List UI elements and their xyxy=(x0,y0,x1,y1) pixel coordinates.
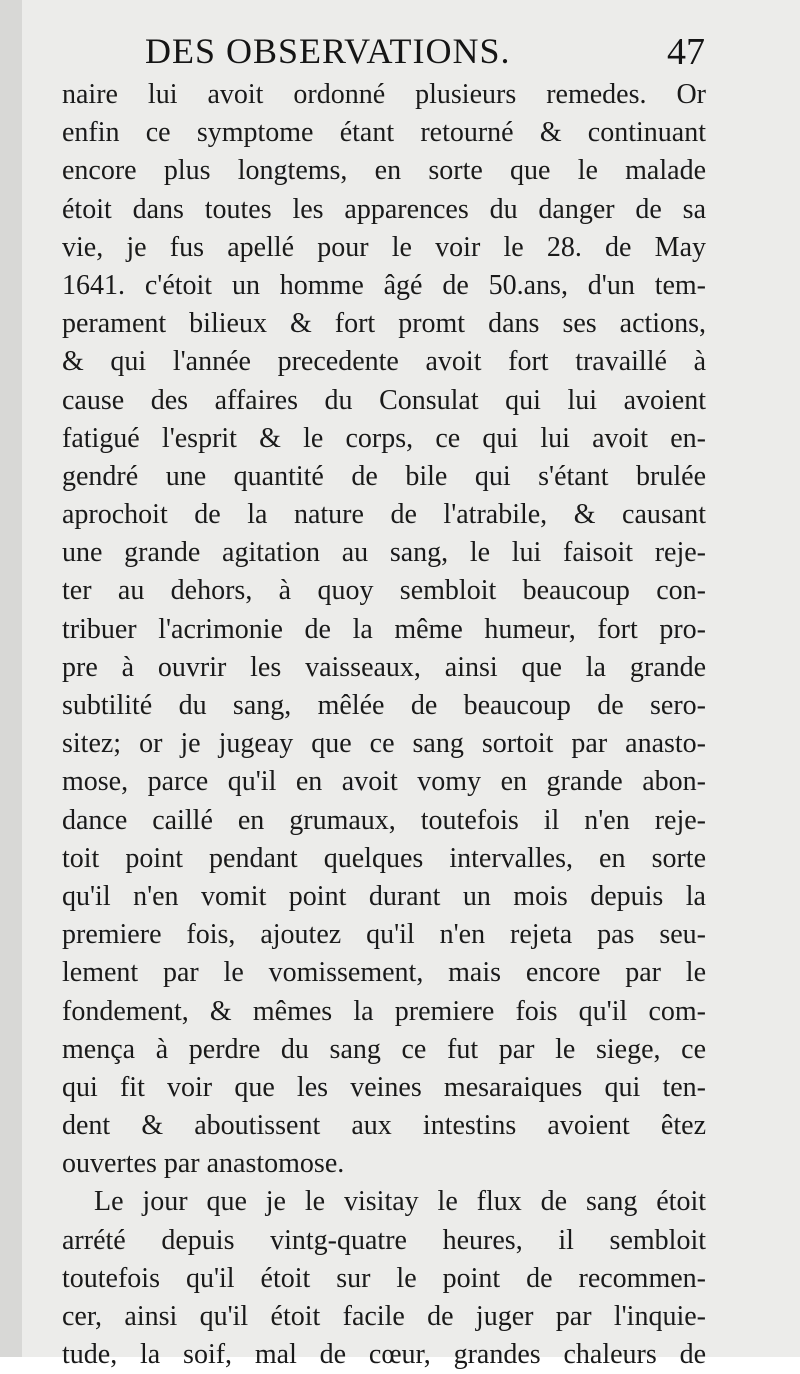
text-line: une grande agitation au sang, le lui faisoit reje- xyxy=(62,537,706,569)
text-line: fondement, & mêmes la premiere fois qu'il com- xyxy=(62,995,706,1027)
page-number: 47 xyxy=(667,31,705,73)
text-line: arrété depuis vintg-quatre heures, il sembloit xyxy=(62,1224,706,1256)
text-line: enfin ce symptome étant retourné & continuant xyxy=(62,117,706,149)
text-line: cause des affaires du Consulat qui lui avoient xyxy=(62,384,706,416)
text-line: dent & aboutissent aux intestins avoient êtez xyxy=(62,1110,706,1142)
running-head: DES OBSERVATIONS. xyxy=(145,31,511,71)
text-line: ter au dehors, à quoy sembloit beaucoup con- xyxy=(62,575,706,607)
text-line: 1641. c'étoit un homme âgé de 50.ans, d'un tem- xyxy=(62,269,706,301)
text-line-paragraph-end: ouvertes par anastomose. xyxy=(62,1148,345,1180)
text-line: vie, je fus apellé pour le voir le 28. de May xyxy=(62,231,706,263)
text-line: sitez; or je jugeay que ce sang sortoit par anasto- xyxy=(62,728,706,760)
text-line: qu'il n'en vomit point durant un mois depuis la xyxy=(62,880,706,912)
text-line: dance caillé en grumaux, toutefois il n'en reje- xyxy=(62,804,706,836)
page-header xyxy=(145,30,705,78)
text-line: gendré une quantité de bile qui s'étant brulée xyxy=(62,460,706,492)
text-line: subtilité du sang, mêlée de beaucoup de sero- xyxy=(62,690,706,721)
text-line: lement par le vomissement, mais encore par le xyxy=(62,957,706,989)
text-line: toutefois qu'il étoit sur le point de recommen- xyxy=(62,1262,706,1294)
text-line: mose, parce qu'il en avoit vomy en grande abon- xyxy=(62,766,706,798)
text-line: cer, ainsi qu'il étoit facile de juger par l'inquie- xyxy=(62,1301,706,1332)
text-line: aprochoit de la nature de l'atrabile, & causant xyxy=(62,499,706,531)
text-line: mença à perdre du sang ce fut par le siege, ce xyxy=(62,1033,706,1065)
text-line: fatigué l'esprit & le corps, ce qui lui avoit en- xyxy=(62,422,706,454)
text-line: toit point pendant quelques intervalles, en sorte xyxy=(62,842,706,874)
text-line: étoit dans toutes les apparences du danger de sa xyxy=(62,193,706,225)
text-line: pre à ouvrir les vaisseaux, ainsi que la grande xyxy=(62,651,706,683)
text-line: premiere fois, ajoutez qu'il n'en rejeta pas seu- xyxy=(62,919,706,951)
text-line: naire lui avoit ordonné plusieurs remedes. Or xyxy=(62,79,706,110)
text-line: qui fit voir que les veines mesaraiques qui ten- xyxy=(62,1071,706,1103)
text-line: tude, la soif, mal de cœur, grandes chaleurs de xyxy=(62,1339,706,1371)
page-gutter xyxy=(0,0,22,1357)
text-line: tribuer l'acrimonie de la même humeur, fort pro- xyxy=(62,613,706,645)
body-text xyxy=(62,76,706,1374)
text-line: encore plus longtems, en sorte que le malade xyxy=(62,155,706,187)
text-line-paragraph-start: Le jour que je le visitay le flux de sang étoit xyxy=(94,1186,706,1218)
text-line: perament bilieux & fort promt dans ses actions, xyxy=(62,308,706,340)
text-line: & qui l'année precedente avoit fort travaillé à xyxy=(62,346,706,378)
